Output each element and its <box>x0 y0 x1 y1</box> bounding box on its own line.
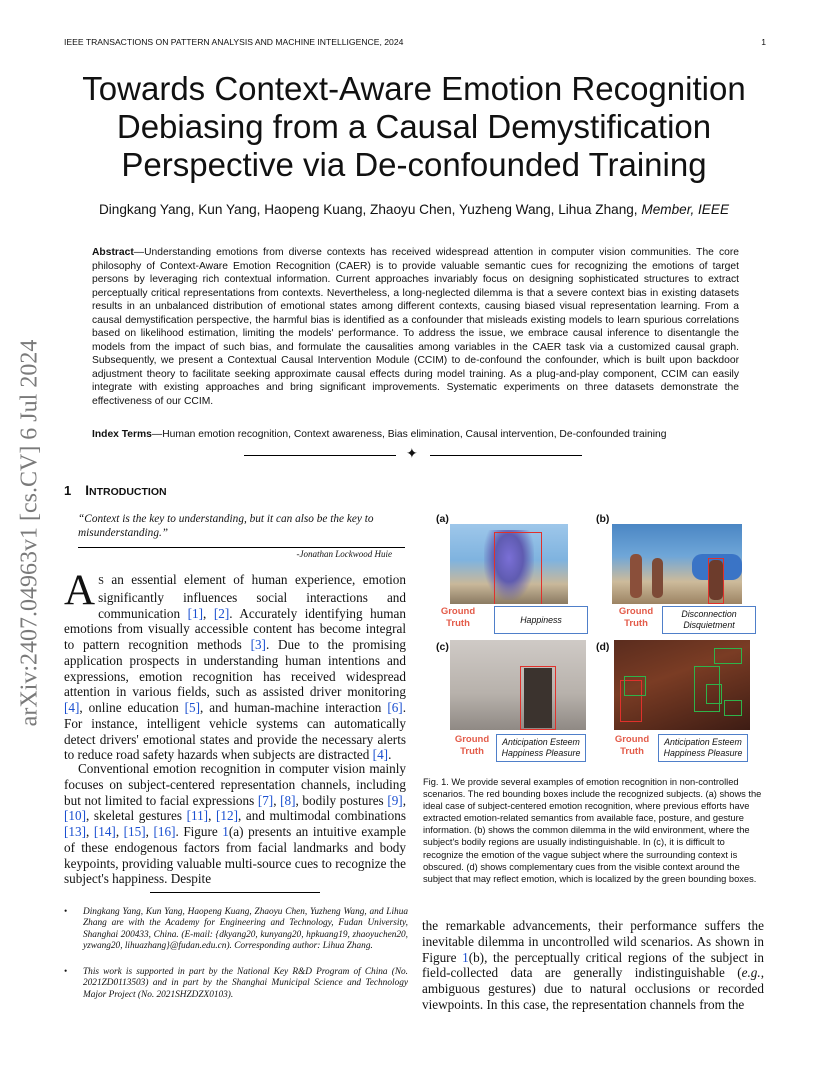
intro-text: e.g. <box>741 965 761 981</box>
epigraph-quote: “Context is the key to understanding, but it can also be the key to misunderstanding.” <box>78 513 374 539</box>
title-line-1: Towards Context-Aware Emotion Recognition <box>82 70 746 107</box>
index-terms-text: —Human emotion recognition, Context awareness, Bias elimination, Causal intervention, De-confounded training <box>151 429 667 440</box>
subject-bounding-box <box>520 666 556 730</box>
figure-panel-c <box>430 638 600 763</box>
citation-link[interactable]: [16] <box>153 824 176 839</box>
footnote-bullet: • <box>64 907 68 917</box>
intro-text: . For instance, intelligent vehicle systems can automatically detect drivers' emotional states and provide the necessary alerts to reduce road safety hazards when subjects are distracted <box>64 700 406 763</box>
figure-panel-b <box>596 510 770 635</box>
figure-link[interactable]: 1 <box>222 824 229 839</box>
figure-caption: Fig. 1. We provide several examples of emotion recognition in non-controlled scenarios. The red bounding boxes include the recognized subjects. (a) shows the ideal case of subject-centered emotion recognition, where previous efforts have extracted emotion-related semantics from available face, posture, and gesture information. (b) shows the common dilemma in the wild environment, where the subject's bodily regions are usually indistinguishable. In (c), it is difficult to recognize the emotion of the vague subject where the surrounding context is obscured. (d) shows complementary cues from the visible context around the subject that may reflect emotion, which is localized by the green bounding boxes. <box>423 777 762 884</box>
emotion-label: Happiness Pleasure <box>663 748 743 758</box>
citation-link[interactable]: [7] <box>257 792 274 808</box>
citation-link[interactable]: [15] <box>123 824 146 839</box>
context-bounding-box <box>724 700 742 716</box>
intro-text: , ambiguous gestures) due to natural occlusions or recorded viewpoints. In this case, the representation channels from the <box>422 965 764 1012</box>
intro-paragraph-1 <box>64 567 407 763</box>
divider-line-left <box>244 455 396 456</box>
panel-label: (b) <box>596 513 610 525</box>
footnote-bullet: • <box>64 967 68 977</box>
arxiv-id: arXiv:2407.04963v1 [cs.CV] 6 Jul 2024 <box>16 339 43 726</box>
intro-text: (a) presents an intuitive example of these endogenous factors from facial landmarks and body keypoints, providing valuable multi-source cues to recognize the subject's happiness. Despite <box>64 824 406 887</box>
ground-truth-text: Ground Truth <box>614 734 650 757</box>
person-silhouette <box>652 558 663 598</box>
citation-link[interactable]: [4] <box>372 747 389 763</box>
author-names: Dingkang Yang, Kun Yang, Haopeng Kuang, Zhaoyu Chen, Yuzheng Wang, Lihua Zhang, <box>98 202 642 217</box>
emotion-label: Disconnection <box>681 609 737 619</box>
citation-link[interactable]: [4] <box>64 700 80 715</box>
emotion-label: Happiness Pleasure <box>501 748 581 758</box>
abstract-label: Abstract <box>92 247 134 258</box>
author-list <box>60 202 768 217</box>
intro-text: , online education <box>79 700 185 715</box>
ground-truth-text: Ground Truth <box>618 606 654 629</box>
intro-text: , skeletal gestures <box>85 808 187 824</box>
citation-link[interactable]: [10] <box>64 808 86 824</box>
citation-link[interactable]: [5] <box>184 700 201 715</box>
intro-text: , and human-machine interaction <box>200 700 388 715</box>
footnote-funding <box>64 967 408 1001</box>
title-line-3: Perspective via De-confounded Training <box>121 146 707 183</box>
intro-text: . Figure <box>175 824 223 839</box>
intro-text: Conventional emotion recognition in computer vision mainly focuses on subject-centered representation channels, including but not limited to facial expressions <box>64 761 406 808</box>
emotion-label-box <box>658 734 748 762</box>
footnote-text: Dingkang Yang, Kun Yang, Haopeng Kuang, Zhaoyu Chen, Yuzheng Wang, and Lihua Zhang are with the Academy for Engineering and Technology, Fudan University, Shanghai 200433, China. (E-mail: {dkyang20, kunyang20, hpkuang19, zhaoyuchen20, yzwang20, lihuazhang}@fudan.edu.cn). Corresponding author: Lihua Zhang. <box>83 907 408 952</box>
intro-text: , <box>402 792 406 808</box>
epigraph-rule <box>78 547 405 548</box>
photo-dinner-room <box>614 640 750 730</box>
figure-link[interactable]: 1 <box>462 949 469 965</box>
citation-link[interactable]: [9] <box>387 792 403 808</box>
intro-text: , <box>115 824 124 839</box>
index-terms <box>92 429 739 440</box>
footnote-rule <box>150 892 320 893</box>
figure-1 <box>430 510 770 760</box>
intro-text: the remarkable advancements, their performance suffers the inevitable dilemma in uncontrolled wild scenarios. As shown in Figure <box>422 918 764 965</box>
emotion-label: Anticipation Esteem <box>502 737 580 747</box>
ground-truth-text: Ground Truth <box>454 734 490 757</box>
panel-label: (a) <box>436 513 449 525</box>
photo-blurred-room <box>450 640 586 730</box>
index-terms-label: Index Terms <box>92 429 152 440</box>
ground-truth-label <box>610 734 654 758</box>
citation-link[interactable]: [12] <box>215 808 238 824</box>
intro-text: (b), the perceptually critical regions of the subject in field-collected data are generally indistinguishable ( <box>422 949 765 981</box>
ground-truth-label <box>614 606 658 630</box>
citation-link[interactable]: [8] <box>280 792 296 808</box>
arxiv-watermark <box>2 300 58 765</box>
intro-text: . <box>388 747 392 763</box>
intro-text: , <box>208 808 216 824</box>
citation-link[interactable]: [2] <box>213 605 230 621</box>
section-title-rest: NTRODUCTION <box>89 486 167 498</box>
section-heading <box>64 483 167 498</box>
photo-happy-woman <box>450 524 568 604</box>
citation-link[interactable]: [13] <box>64 824 86 839</box>
intro-text: an essential element of human experience, emotion significantly influences social interactions and communication <box>98 572 406 621</box>
photo-beach-crowd <box>612 524 742 604</box>
small-cap-s: S <box>98 576 104 587</box>
section-number: 1 <box>64 483 72 498</box>
subject-bounding-box <box>494 532 542 604</box>
emotion-label-box <box>496 734 586 762</box>
citation-link[interactable]: [14] <box>93 824 116 839</box>
ground-truth-text: Ground Truth <box>440 606 476 629</box>
citation-link[interactable]: [3] <box>250 637 266 652</box>
emotion-label-box <box>494 606 588 634</box>
intro-text: , <box>145 824 154 839</box>
intro-text: . Due to the promising application prospects in understanding human intentions and expressions, emotion recognition has received widespread attention in various fields, such as assisted driver monitoring <box>64 637 407 700</box>
page-number: 1 <box>761 37 766 47</box>
intro-text: , bodily postures <box>295 792 388 808</box>
epigraph-author: -Jonathan Lockwood Huie <box>296 549 392 559</box>
intro-text: , <box>203 605 214 621</box>
journal-name: IEEE TRANSACTIONS ON PATTERN ANALYSIS AND MACHINE INTELLIGENCE, 2024 <box>64 37 404 47</box>
emotion-label: Anticipation Esteem <box>664 737 742 747</box>
citation-link[interactable]: [1] <box>187 605 204 621</box>
footnote-text: This work is supported in part by the National Key R&D Program of China (No. 2021ZD0113503) and in part by the Shanghai Municipal Science and Technology Major Project (No. 2021SHZDZX0103). <box>83 967 408 1000</box>
subject-bounding-box <box>708 558 724 604</box>
emotion-label: Happiness <box>520 614 562 625</box>
divider-line-right <box>430 455 582 456</box>
context-bounding-box <box>624 676 646 696</box>
author-membership: Member, IEEE <box>641 202 730 217</box>
ground-truth-label <box>450 734 494 758</box>
person-silhouette <box>630 554 642 598</box>
intro-text: , <box>273 792 281 808</box>
panel-label: (d) <box>596 641 610 653</box>
figure-panel-a <box>430 510 600 635</box>
panel-label: (c) <box>436 641 449 653</box>
section-divider <box>244 448 584 462</box>
intro-paragraph-2 <box>64 761 406 887</box>
ground-truth-label <box>436 606 480 630</box>
citation-link[interactable]: [11] <box>186 808 209 824</box>
section-title-initial: I <box>85 483 89 498</box>
emotion-label-box <box>662 606 756 634</box>
emotion-label: Disquietment <box>683 620 735 630</box>
abstract <box>92 246 739 408</box>
figure-panel-d <box>596 638 770 763</box>
intro-paragraph-3 <box>422 918 764 1013</box>
running-header <box>64 37 766 47</box>
intro-text: , <box>85 824 94 839</box>
context-bounding-box <box>706 684 722 704</box>
intro-text: . Accurately identifying human emotions from visually accessible content has become integral to pattern recognition methods <box>64 605 406 652</box>
citation-link[interactable]: [6] <box>387 700 403 715</box>
intro-text: , and multimodal combinations <box>237 808 406 824</box>
context-bounding-box <box>714 648 742 664</box>
drop-cap: A <box>64 567 96 614</box>
divider-star-icon: ✦ <box>406 447 418 462</box>
footnote-affiliation <box>64 907 408 953</box>
abstract-text: —Understanding emotions from diverse contexts has received widespread attention in computer vision communities. The core philosophy of Context-Aware Emotion Recognition (CAER) is to provide valuable semantic cues for recognizing the emotions of target persons by leveraging rich contextual information. Current approaches invariably focus on designing sophisticated structures to extract perceptually critical representations from contexts. Nevertheless, a long-neglected dilemma is that a severe context bias in existing datasets results in an unbalanced distribution of emotional states among different contexts, causing biased visual representation learning. From a causal demystification perspective, the harmful bias is identified as a confounder that misleads existing models to learn spurious correlations based on likelihood estimation, limiting the models' performance. To address the issue, we embrace causal inference to disentangle the models from the impact of such bias, and formulate the causalities among variables in the CAER task via a customized causal graph. Subsequently, we present a Contextual Causal Intervention Module (CCIM) to de-confound the confounder, which is built upon backdoor adjustment theory to facilitate seeking approximate causal effects during model training. As a plug-and-play component, CCIM can easily integrate with existing approaches and bring significant improvements. Systematic experiments on three datasets demonstrate the effectiveness of our CCIM. <box>92 247 739 407</box>
title-line-2: Debiasing from a Causal Demystification <box>116 108 712 145</box>
paper-title <box>60 70 768 184</box>
